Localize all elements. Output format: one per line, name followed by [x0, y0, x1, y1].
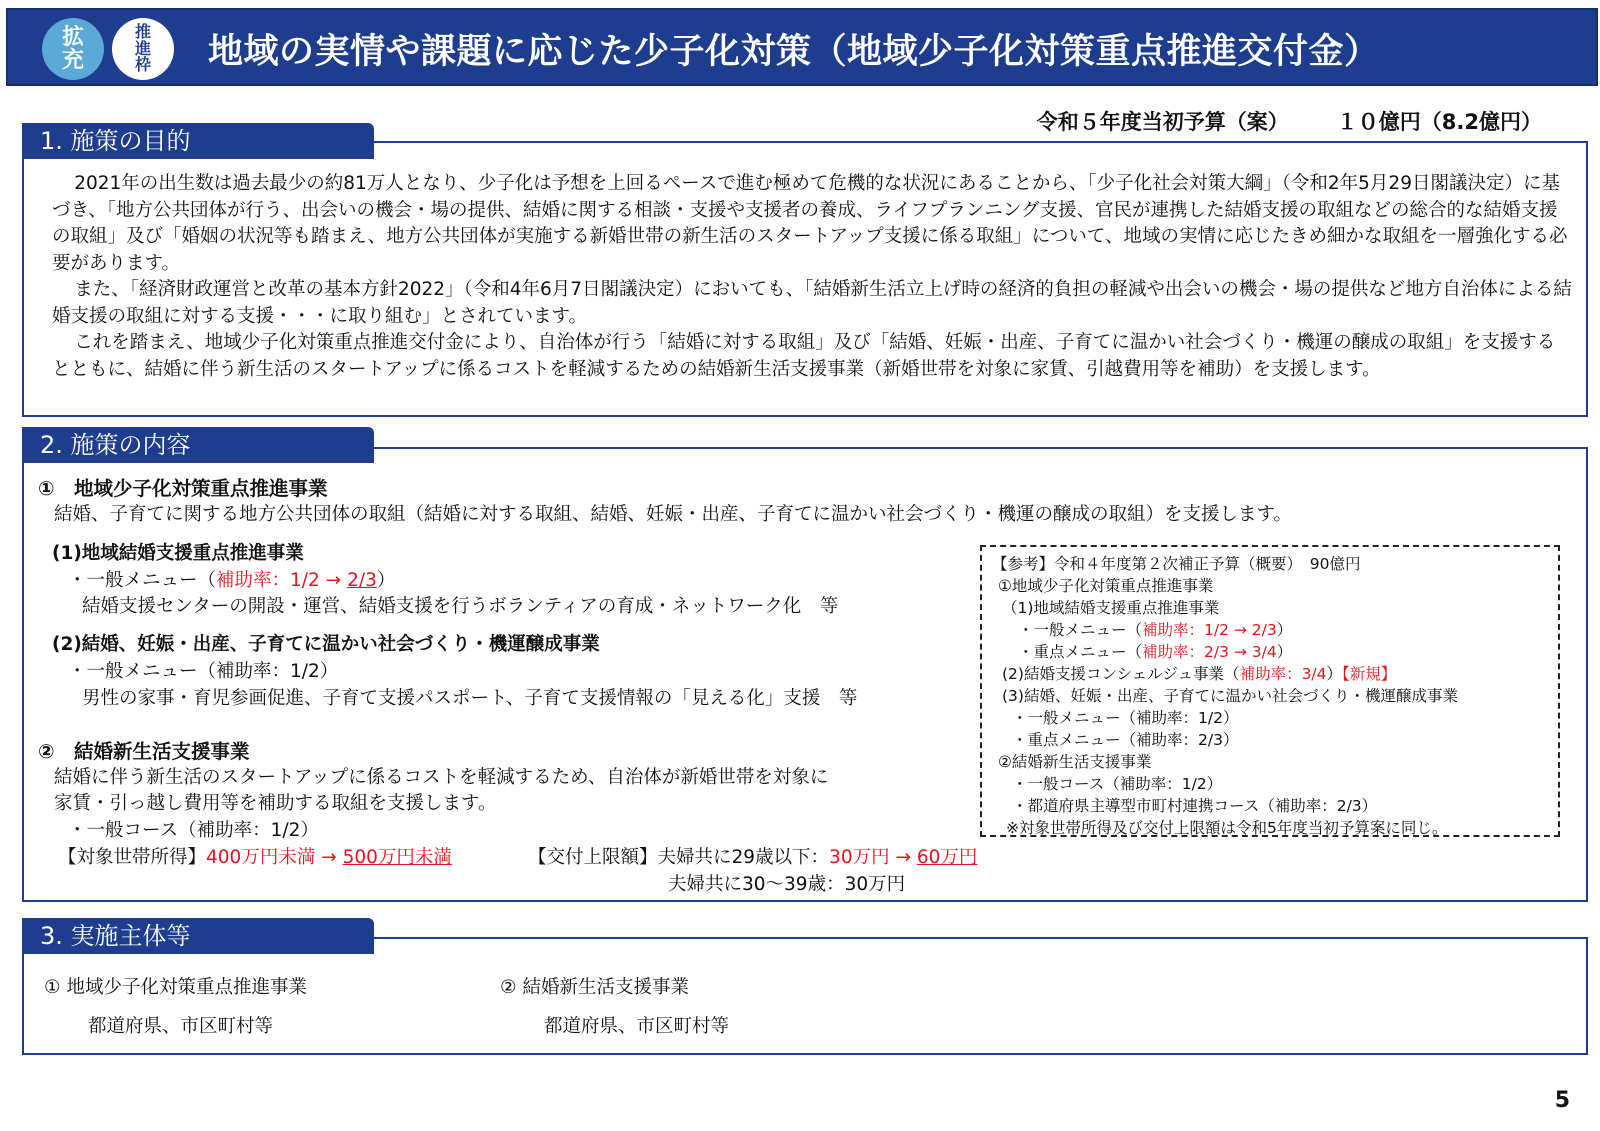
implementer-1-title: ① 地域少子化対策重点推進事業: [44, 977, 307, 998]
sub1-detail: 結婚支援センターの開設・運営、結婚支援を行うボランティアの育成・ネットワーク化 等: [82, 596, 839, 617]
income-new: 500万円未満: [342, 847, 452, 868]
sub2-detail: 男性の家事・育児参画促進、子育て支援パスポート、子育て支援情報の「見える化」支援 等: [82, 688, 858, 709]
ref-concierge: [992, 663, 1548, 685]
ref-close: ）: [1276, 621, 1293, 639]
income-line: [58, 843, 452, 869]
item2-course: ・一般コース（補助率：1/2）: [68, 820, 319, 841]
ref-line: ・重点メニュー（補助率：2/3）: [1012, 731, 1239, 749]
ref-rate: 補助率：1/2 → 2/3: [1142, 621, 1277, 639]
item2-desc: 結婚に伴う新生活のスタートアップに係るコストを軽減するため、自治体が新婚世帯を対象に: [54, 767, 829, 788]
badge-char: 推: [134, 21, 151, 41]
ref-line: 【参考】令和４年度第２次補正予算（概要） 90億円: [992, 555, 1361, 573]
title-bar: [6, 8, 1598, 86]
menu-suffix: ）: [376, 570, 396, 591]
sub1-title: (1)地域結婚支援重点推進事業: [52, 543, 304, 564]
ref-general-menu: [992, 619, 1548, 641]
section-heading: 1. 施策の目的: [22, 123, 374, 159]
expand-badge: [42, 18, 104, 80]
limit-old: 30万円: [829, 847, 890, 868]
ref-rate: 補助率：2/3 → 3/4: [1142, 643, 1277, 661]
income-arrow: →: [315, 847, 343, 868]
badge-char: 枠: [134, 55, 151, 75]
ref-new-badge: 【新規】: [1342, 665, 1397, 683]
item1-title: ① 地域少子化対策重点推進事業: [38, 477, 328, 500]
limit-line-2: 夫婦共に30～39歳：30万円: [668, 874, 906, 895]
sub2-menu: ・一般メニュー（補助率：1/2）: [68, 661, 339, 682]
implementer-1-body: 都道府県、市区町村等: [88, 1016, 274, 1037]
section-heading: 2. 施策の内容: [22, 427, 374, 463]
reference-box: [980, 545, 1560, 837]
rate-new: 2/3: [347, 570, 377, 591]
ref-line: ②結婚新生活支援事業: [998, 753, 1152, 771]
budget-amount: １０億円（8.2億円）: [1336, 110, 1542, 134]
page-number: 5: [1554, 1088, 1570, 1113]
menu-prefix: ・一般メニュー（: [68, 570, 217, 591]
ref-line: （1)地域結婚支援重点推進事業: [1002, 599, 1220, 617]
income-old: 400万円未満: [206, 847, 316, 868]
section-heading: 3. 実施主体等: [22, 918, 374, 954]
section-purpose: [22, 141, 1588, 417]
badge-char: 充: [61, 48, 84, 73]
implementer-2-body: 都道府県、市区町村等: [544, 1016, 730, 1037]
item1-desc: 結婚、子育てに関する地方公共団体の取組（結婚に対する取組、結婚、妊娠・出産、子育てに温かい社会づくり・機運の醸成の取組）を支援します。: [54, 504, 1293, 525]
ref-line: ・都道府県主導型市町村連携コース（補助率：2/3）: [1012, 797, 1378, 815]
limit-label: 【交付上限額】夫婦共に29歳以下：: [528, 847, 830, 868]
ref-rate: 補助率：3/4: [1239, 665, 1327, 683]
budget-label: 令和５年度当初予算（案）: [1036, 110, 1289, 134]
budget-line: [1037, 106, 1542, 136]
item2-desc: 家賃・引っ越し費用等を補助する取組を支援します。: [54, 793, 497, 814]
promote-badge: [112, 18, 174, 80]
ref-priority-menu: [992, 641, 1548, 663]
sub1-menu: [68, 566, 395, 592]
limit-line: [528, 843, 977, 869]
ref-prefix: ・一般メニュー（: [1018, 621, 1143, 639]
rate-old: 補助率：1/2 →: [216, 570, 348, 591]
ref-line: ・一般コース（補助率：1/2）: [1012, 775, 1223, 793]
ref-prefix: (2)結婚支援コンシェルジュ事業（: [1002, 665, 1240, 683]
purpose-paragraph: 2021年の出生数は過去最少の約81万人となり、少子化は予想を上回るペースで進む極めて危機的な状況にあることから、「少子化社会対策大綱」（令和2年5月29日閣議決定）に基づき、「地方公共団体が行う、出会いの機会・場の提供、結婚に関する相談・支援や支援者の養成、ライフプランニング支援、官民が連携した結婚支援の取組などの総合的な結婚支援の取組」及び「婚姻の状況等も踏まえ、地方公共団体が実施する新婚世帯の新生活のスタートアップ支援に係る取組」について、地域の実情に応じたきめ細かな取組を一層強化する必要があります。: [52, 173, 1568, 274]
ref-line: ・一般メニュー（補助率：1/2）: [1012, 709, 1239, 727]
implementer-2-title: ② 結婚新生活支援事業: [500, 977, 689, 998]
sub2-title: (2)結婚、妊娠・出産、子育てに温かい社会づくり・機運醸成事業: [52, 634, 600, 655]
purpose-paragraph: これを踏まえ、地域少子化対策重点推進交付金により、自治体が行う「結婚に対する取組」及び「結婚、妊娠・出産、子育てに温かい社会づくり・機運の醸成の取組」を支援するとともに、結婚に伴う新生活のスタートアップに係るコストを軽減するための結婚新生活支援事業（新婚世帯を対象に家賃、引越費用等を補助）を支援します。: [52, 332, 1556, 380]
ref-line: (3)結婚、妊娠・出産、子育てに温かい社会づくり・機運醸成事業: [1002, 687, 1458, 705]
limit-new: 60万円: [916, 847, 978, 868]
income-label: 【対象世帯所得】: [58, 847, 207, 868]
limit-arrow: →: [889, 847, 917, 868]
badge-char: 拡: [61, 24, 84, 50]
item2-title: ② 結婚新生活支援事業: [38, 740, 250, 763]
ref-line: ①地域少子化対策重点推進事業: [998, 577, 1214, 595]
ref-prefix: ・重点メニュー（: [1018, 643, 1143, 661]
ref-line: ※対象世帯所得及び交付上限額は令和5年度当初予算案に同じ。: [1006, 819, 1448, 837]
ref-close: ）: [1326, 665, 1343, 683]
page-title: 地域の実情や課題に応じた少子化対策（地域少子化対策重点推進交付金）: [208, 32, 1380, 72]
purpose-paragraph: また、「経済財政運営と改革の基本方針2022」（令和4年6月7日閣議決定）においても、「結婚新生活立上げ時の経済的負担の軽減や出会いの機会・場の提供など地方自治体による結婚支援の取組に対する支援・・・に取り組む」とされています。: [52, 279, 1572, 327]
ref-close: ）: [1276, 643, 1293, 661]
badge-char: 進: [134, 38, 151, 58]
